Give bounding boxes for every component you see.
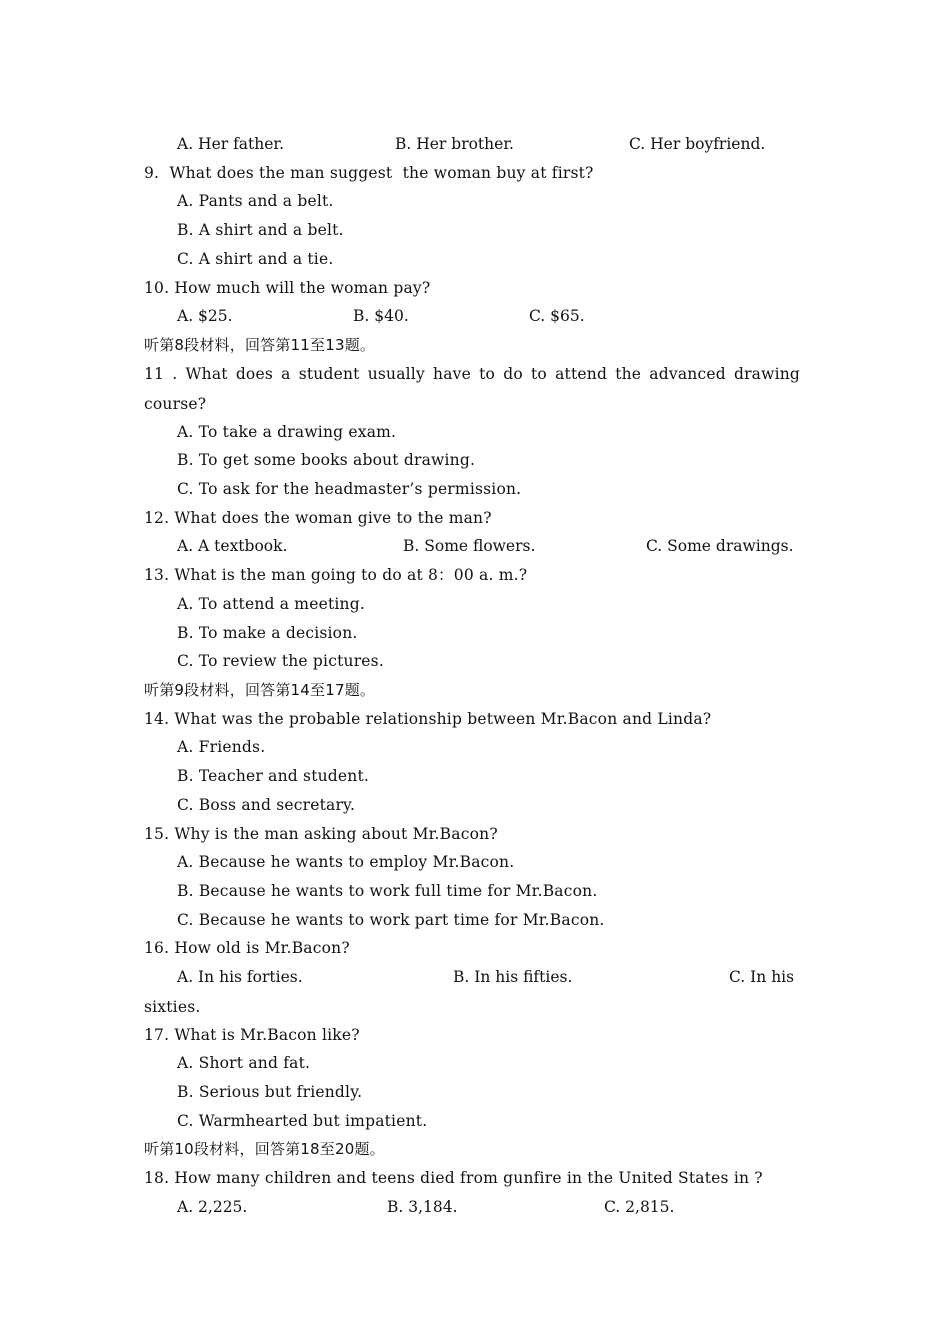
question-17: 17. What is Mr.Bacon like? — [144, 1026, 360, 1044]
option-16c: C. In his — [729, 968, 795, 986]
option-10c: C. $65. — [529, 307, 585, 325]
option-17a: A. Short and fat. — [177, 1054, 311, 1072]
option-10b: B. $40. — [353, 307, 409, 325]
option-14c: C. Boss and secretary. — [177, 796, 356, 814]
option-16a: A. In his forties. — [177, 968, 303, 986]
option-8c: C. Her boyfriend. — [629, 135, 766, 153]
question-16: 16. How old is Mr.Bacon? — [144, 939, 350, 957]
question-14: 14. What was the probable relationship between Mr.Bacon and Linda? — [144, 710, 712, 728]
option-18b: B. 3,184. — [387, 1198, 458, 1216]
option-18a: A. 2,225. — [177, 1198, 248, 1216]
option-9c: C. A shirt and a tie. — [177, 250, 334, 268]
option-17c: C. Warmhearted but impatient. — [177, 1112, 428, 1130]
option-15b: B. Because he wants to work full time for Mr.Bacon. — [177, 882, 598, 900]
question-13: 13. What is the man going to do at 8：00 a. m.? — [144, 566, 528, 584]
option-10a: A. $25. — [177, 307, 233, 325]
option-8a: A. Her father. — [177, 135, 285, 153]
question-12: 12. What does the woman give to the man? — [144, 509, 492, 527]
option-13a: A. To attend a meeting. — [177, 595, 365, 613]
question-10: 10. How much will the woman pay? — [144, 279, 431, 297]
option-13c: C. To review the pictures. — [177, 652, 384, 670]
section-heading-8: 听第8段材料，回答第11至13题。 — [144, 336, 376, 354]
option-9a: A. Pants and a belt. — [177, 192, 334, 210]
option-8b: B. Her brother. — [395, 135, 514, 153]
option-16c-cont: sixties. — [144, 998, 201, 1016]
option-18c: C. 2,815. — [604, 1198, 675, 1216]
option-12b: B. Some flowers. — [403, 537, 536, 555]
option-9b: B. A shirt and a belt. — [177, 221, 344, 239]
question-11-cont: course? — [144, 395, 207, 413]
section-heading-9: 听第9段材料，回答第14至17题。 — [144, 681, 376, 699]
option-12c: C. Some drawings. — [646, 537, 794, 555]
option-17b: B. Serious but friendly. — [177, 1083, 363, 1101]
section-heading-10: 听第10段材料，回答第18至20题。 — [144, 1140, 385, 1158]
question-15: 15. Why is the man asking about Mr.Bacon? — [144, 825, 498, 843]
option-15a: A. Because he wants to employ Mr.Bacon. — [177, 853, 515, 871]
option-16b: B. In his fifties. — [453, 968, 573, 986]
question-18: 18. How many children and teens died from gunfire in the United States in ? — [144, 1169, 763, 1187]
question-9: 9. What does the man suggest the woman buy at first? — [144, 164, 594, 182]
option-11b: B. To get some books about drawing. — [177, 451, 476, 469]
option-11c: C. To ask for the headmaster’s permission. — [177, 480, 522, 498]
option-11a: A. To take a drawing exam. — [177, 423, 397, 441]
option-12a: A. A textbook. — [177, 537, 288, 555]
question-11: 11 . What does a student usually have to do to attend the advanced drawing — [144, 365, 801, 383]
option-14b: B. Teacher and student. — [177, 767, 370, 785]
option-15c: C. Because he wants to work part time for Mr.Bacon. — [177, 911, 605, 929]
option-13b: B. To make a decision. — [177, 624, 358, 642]
option-14a: A. Friends. — [177, 738, 266, 756]
